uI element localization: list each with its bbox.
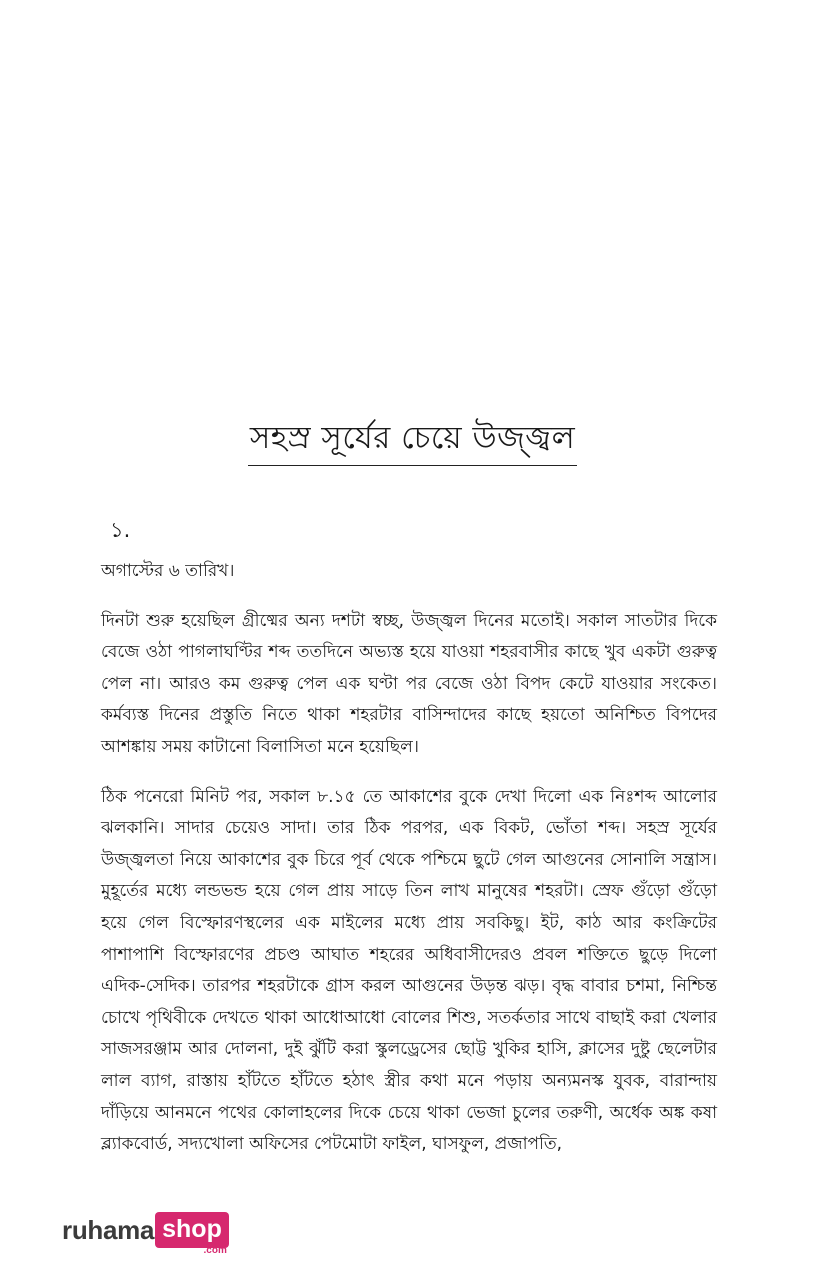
chapter-title-block bbox=[0, 420, 825, 466]
paragraph-2: ঠিক পনেরো মিনিট পর, সকাল ৮.১৫ তে আকাশের বুকে দেখা দিলো এক নিঃশব্দ আলোর ঝলকানি। সাদার চেয়েও সাদা। তার ঠিক পরপর, এক বিকট, ভোঁতা শব্দ। সহস্র সূর্যের উজ্জ্বলতা নিয়ে আকাশের বুক চিরে পূর্ব থেকে পশ্চিমে ছুটে গেল আগুনের সোনালি সন্ত্রাস। মুহূর্তের মধ্যে লন্ডভন্ড হয়ে গেল প্রায় সাড়ে তিন লাখ মানুষের শহরটা। স্রেফ গুঁড়ো গুঁড়ো হয়ে গেল বিস্ফোরণস্থলের এক মাইলের মধ্যে প্রায় সবকিছু। ইট, কাঠ আর কংক্রিটের পাশাপাশি বিস্ফোরণের প্রচণ্ড আঘাত শহরের অধিবাসীদেরও প্রবল শক্তিতে ছুড়ে দিলো এদিক-সেদিক। তারপর শহরটাকে গ্রাস করল আগুনের উড়ন্ত ঝড়। বৃদ্ধ বাবার চশমা, নিশ্চিন্ত চোখে পৃথিবীকে দেখতে থাকা আধোআধো বোলের শিশু, সতর্কতার সাথে বাছাই করা খেলার সাজসরঞ্জাম আর দোলনা, দুই ঝুঁটি করা স্কুলড্রেসের ছোট্ট খুকির হাসি, ক্লাসের দুষ্টু ছেলেটার লাল ব্যাগ, রাস্তায় হাঁটতে হাঁটতে হঠাৎ স্ত্রীর কথা মনে পড়ায় অন্যমনস্ক যুবক, বারান্দায় দাঁড়িয়ে আনমনে পথের কোলাহলের দিকে চেয়ে থাকা ভেজা চুলের তরুণী, অর্ধেক অঙ্ক কষা ব্ল্যাকবোর্ড, সদ্যখোলা অফিসের পেটমোটা ফাইল, ঘাসফুল, প্রজাপতি, bbox=[101, 786, 717, 1155]
section-number: ১. bbox=[110, 518, 131, 542]
chapter-title: সহস্র সূর্যের চেয়ে উজ্জ্বল bbox=[248, 420, 577, 466]
logo-brand-text: ruhama bbox=[62, 1215, 155, 1245]
logo-badge bbox=[155, 1212, 229, 1256]
date-line: অগাস্টের ৬ তারিখ। bbox=[101, 561, 235, 581]
ruhamashop-logo bbox=[62, 1212, 229, 1260]
logo-shop-text: shop bbox=[155, 1212, 229, 1248]
paragraph-1: দিনটা শুরু হয়েছিল গ্রীষ্মের অন্য দশটা স্বচ্ছ, উজ্জ্বল দিনের মতোই। সকাল সাতটার দিকে বেজে ওঠা পাগলাঘণ্টির শব্দ ততদিনে অভ্যস্ত হয়ে যাওয়া শহরবাসীর কাছে খুব একটা গুরুত্ব পেল না। আরও কম গুরুত্ব পেল এক ঘণ্টা পর বেজে ওঠা বিপদ কেটে যাওয়ার সংকেত। কর্মব্যস্ত দিনের প্রস্তুতি নিতে থাকা শহরটার বাসিন্দাদের কাছে হয়তো অনিশ্চিত বিপদের আশঙ্কায় সময় কাটানো বিলাসিতা মনে হয়েছিল। bbox=[101, 610, 717, 757]
logo-domain-text: .com bbox=[203, 1245, 227, 1256]
chapter-body bbox=[101, 556, 717, 1179]
